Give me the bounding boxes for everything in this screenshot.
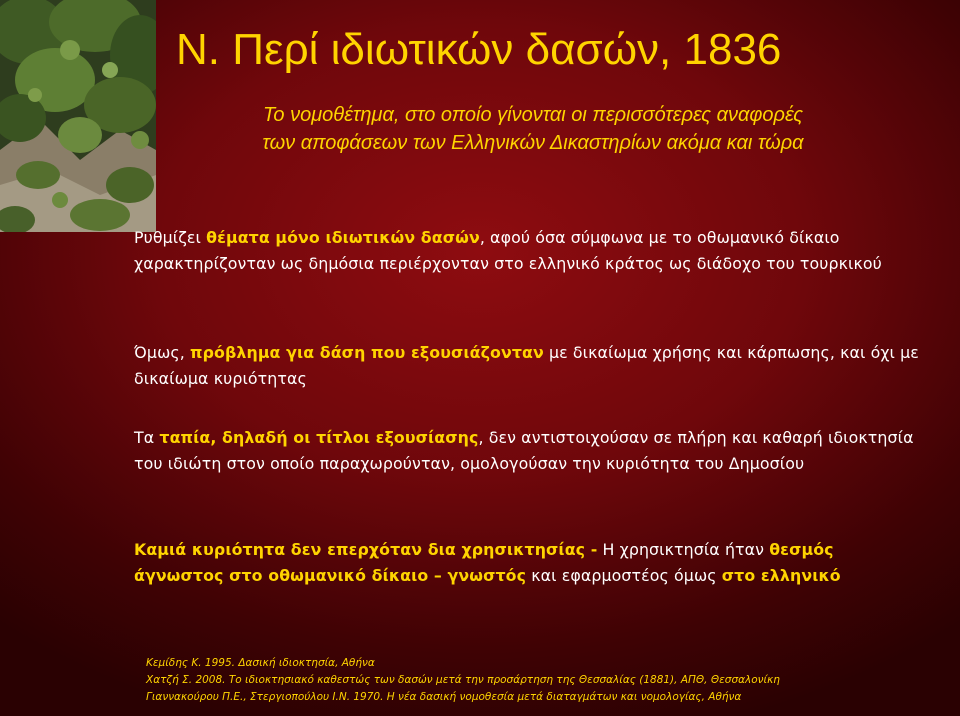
highlight-segment: θεσμός άγνωστος στο οθωμανικό δίκαιο – γνωστός <box>134 540 834 585</box>
text-segment: με δικαίωμα χρήσης και κάρπωσης, και όχι με δικαίωμα κυριότητας <box>134 343 919 388</box>
paragraph-tapia <box>134 425 924 477</box>
references <box>146 655 780 706</box>
forest-photo <box>0 0 156 232</box>
text-segment: Τα <box>134 428 160 447</box>
text-segment: Ρυθμίζει <box>134 228 207 247</box>
text-segment: και εφαρμοστέος όμως <box>526 566 722 585</box>
text-segment: Όμως, <box>134 343 191 362</box>
text-segment: Η χρησικτησία ήταν <box>597 540 770 559</box>
highlight-segment: θέματα μόνο ιδιωτικών δασών <box>206 228 480 247</box>
subtitle-line: των αποφάσεων των Ελληνικών Δικαστηρίων ακόμα και τώρα <box>262 132 804 154</box>
highlight-segment: Καμιά κυριότητα δεν επερχόταν δια χρησικτησίας - <box>134 540 598 559</box>
reference-item: Γιαννακούρου Π.Ε., Στεργιοπούλου Ι.Ν. 1970. Η νέα δασική νομοθεσία μετά διαταγμάτων και νομολογίας, Αθήνα <box>146 691 742 703</box>
text-segment: , δεν αντιστοιχούσαν σε πλήρη και καθαρή ιδιοκτησία του ιδιώτη στον οποίο παραχωρούνταν, ομολογούσαν την κυριότητα του Δημοσίου <box>134 428 914 473</box>
reference-item: Χατζή Σ. 2008. Το ιδιοκτησιακό καθεστώς των δασών μετά την προσάρτηση της Θεσσαλίας (1881), ΑΠΘ, Θεσσαλονίκη <box>146 674 780 686</box>
slide-title: Ν. Περί ιδιωτικών δασών, 1836 <box>176 25 782 74</box>
reference-item: Κεμίδης Κ. 1995. Δασική ιδιοκτησία, Αθήνα <box>146 657 375 669</box>
paragraph-usucapion <box>134 537 924 589</box>
highlight-segment: στο ελληνικό <box>721 566 841 585</box>
slide-subtitle <box>176 101 890 157</box>
highlight-segment: ταπία, δηλαδή οι τίτλοι εξουσίασης <box>159 428 479 447</box>
subtitle-line: Το νομοθέτημα, στο οποίο γίνονται οι περισσότερες αναφορές <box>263 104 803 126</box>
paragraph-private-forests <box>134 225 924 277</box>
highlight-segment: πρόβλημα για δάση που εξουσιάζονταν <box>190 343 544 362</box>
paragraph-problem <box>134 340 924 392</box>
text-segment: , αφού όσα σύμφωνα με το οθωμανικό δίκαιο χαρακτηρίζονταν ως δημόσια περιέρχονταν στο ελληνικό κράτος ως διάδοχο του τουρκικού <box>134 228 882 273</box>
